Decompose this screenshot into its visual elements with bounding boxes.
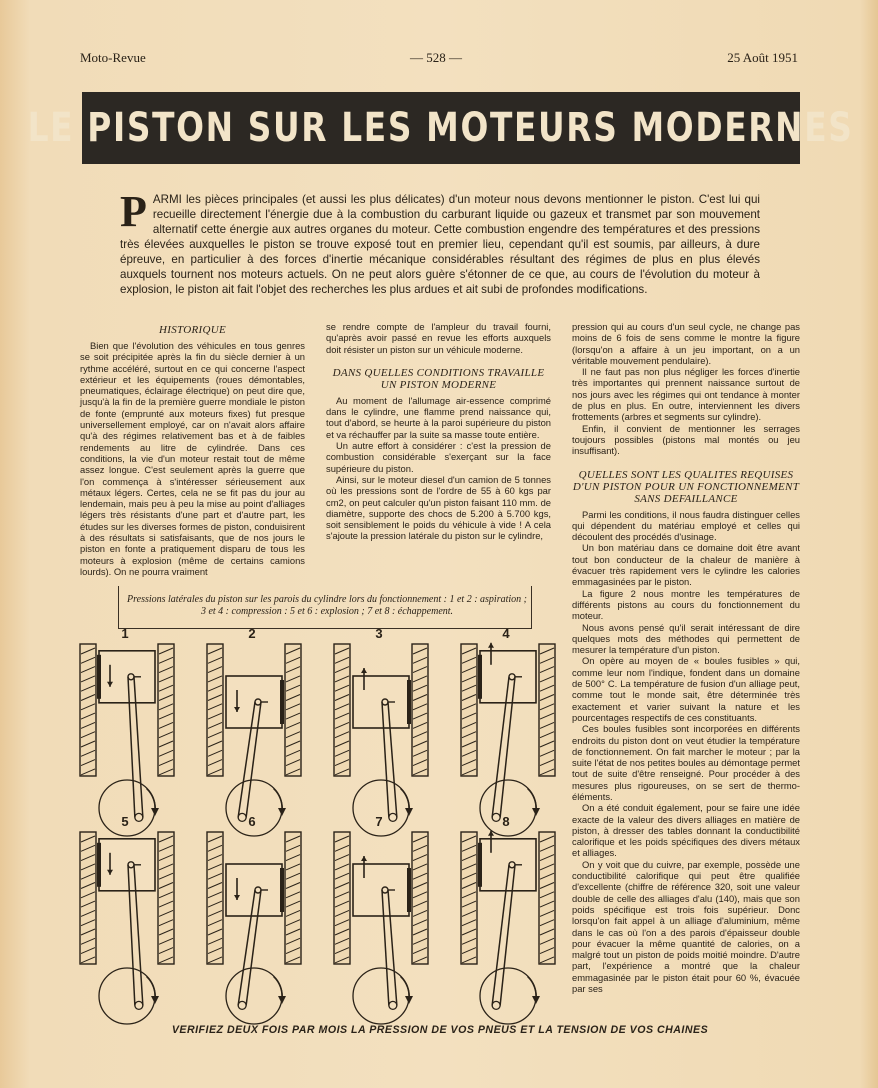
cylinder-number: 2 (248, 626, 256, 641)
paragraph: Un bon matériau dans ce domaine doit être avant tout bon conducteur de la chaleur de manière à évacuer très rapidement vers le cylindre les calories emmagasinées par le piston. (572, 542, 800, 588)
paragraph: Parmi les conditions, il nous faudra distinguer celles qui dépendent du matériau employé et celles qui découlent des procédés d'usinage. (572, 508, 800, 543)
cylinder-number: 7 (375, 814, 383, 829)
piston (226, 676, 282, 728)
crank-pin (492, 1001, 500, 1009)
pressure-contact (97, 655, 101, 699)
paragraph: Bien que l'évolution des véhicules en tous genres se soit précipitée après la fin du siècle dernier à un rythme accéléré, surtout en ce qui concerne l'aspect extérieur et les équipements (roues démontables, pneumatiques, éclairage électrique) on peut dire que, jusqu'à la fin de la première guerre mondiale le piston de fonte (emprunté aux moteurs fixes) fut presque universellement employé, car on n'avait alors affaire qu'à des régimes relativement bas et à de faibles rendements au litre de cylindrée. Dans ces conditions, la vie d'un moteur restait tout de même assez longue. C'est seulement après la guerre que l'on commença à s'intéresser sérieusement aux métaux légers. Certes, cela ne se fit pas du jour au lendemain, mais peu à peu la mise au point d'alliages légers très résistants d'une part et d'autre part, les études sur les diverses formes de piston, conduisirent à des résultats si satisfaisants, que de nos jours le piston en fonte a pratiquement disparu de tous les moteurs à explosion (même de certains camions lourds). On ne pourra vraiment (80, 340, 305, 577)
footer-slogan: VERIFIEZ DEUX FOIS PAR MOIS LA PRESSION DE VOS PNEUS ET LA TENSION DE VOS CHAINES (171, 1024, 709, 1036)
pressure-contact (280, 868, 284, 912)
issue-date: 25 Août 1951 (727, 50, 798, 65)
heading-historique: HISTORIQUE (159, 324, 226, 336)
piston (480, 651, 536, 703)
intro-paragraph (120, 187, 760, 297)
piston (353, 676, 409, 728)
page-number: — 528 — (410, 50, 462, 65)
paragraph: Enfin, il convient de mentionner les serrages toujours possibles (pistons mal montés ou jeu insuffisant). (572, 422, 800, 457)
cylinder-number: 1 (121, 626, 129, 641)
paragraph: se rendre compte de l'ampleur du travail fourni, qu'après avoir passé en revue les efforts auxquels doit résister un piston sur un véhicule moderne. (326, 321, 551, 355)
paragraph: pression qui au cours d'un seul cycle, ne change pas moins de 6 fois de sens comme le montre la figure (lorsqu'on a affaire à un jeu important, on a un véritable mouvement pendulaire). (572, 321, 800, 366)
paragraph: Un autre effort à considérer : c'est la pression de combustion considérable s'exerçant sur la face supérieure du piston. (326, 440, 551, 474)
intro-text: ARMI les pièces principales (et aussi les plus délicates) d'un moteur nous devons mentionner le piston. C'est lui qui recueille directement l'énergie due à la combustion du carburant liquide ou gazeux et transmet par son mouvement alternatif cette énergie aux autres organes du moteur. Cette combustion engendre des températures et des pressions très élevées auxquelles le piston se trouve exposé tout en premier lieu, cependant qu'il est soumis, par ailleurs, à dure épreuve, en particulier à des forces d'inertie mécanique considérables résultant des régimes de plus en plus élevés auxquels tournent nos moteurs actuels. On ne peut alors guère s'étonner de ce que, au cours de l'évolution du moteur à explosion, le piston ait fait l'objet des recherches les plus ardues et ait subi de profondes modifications. (120, 193, 760, 296)
rotation-arrowhead (532, 996, 540, 1004)
piston (99, 651, 155, 703)
paragraph: Ainsi, sur le moteur diesel d'un camion de 5 tonnes où les pressions sont de l'ordre de 55 à 60 kgs par cm2, on peut calculer qu'un piston faisant 110 mm. de diamètre, supporte des chocs de 5.200 à 5.700 kgs, soit sensiblement le poids du véhicule à vide ! A cela s'ajoute la pression latérale du piston sur le cylindre, (326, 473, 551, 542)
title-banner (28, 92, 854, 164)
rotation-arrowhead (405, 996, 413, 1004)
cylinder-number: 3 (375, 626, 383, 641)
rotation-arrowhead (278, 808, 286, 816)
piston (480, 839, 536, 891)
arrowhead (488, 643, 494, 648)
piston-diagram (78, 586, 562, 1026)
paragraph: Il ne faut pas non plus négliger les forces d'inertie très importantes qui prennent naissance surtout de nos jours avec les régimes qui ont tendance à monter de plus en plus. En outre, interviennent les divers frottements (arbres et segments sur cylindre). (572, 366, 800, 423)
column-3 (572, 321, 800, 994)
pressure-contact (280, 680, 284, 724)
cylinder-number: 8 (502, 814, 510, 829)
paragraph: On opère au moyen de « boules fusibles » qui, comme leur nom l'indique, fondent dans un domaine de 500° C. La température de fusion d'un alliage peut, comme tout le monde sait, être déterminée très exactement et varier suivant la nature et les pourcentages respectifs de ces constituants. (572, 655, 800, 723)
cylinder-number: 5 (121, 814, 129, 829)
crank-circle (480, 968, 536, 1024)
dropcap: P (120, 187, 147, 236)
rotation-arrowhead (278, 996, 286, 1004)
paragraph: On y voit que du cuivre, par exemple, possède une conductibilité calorifique qui peut être qualifiée d'excellente (chiffre de référence 320, soit une valeur double de celle des alliages d'alu (140), mais que son poids spécifique est trois fois supérieur. Donc lorsqu'on fait appel à un alliage d'aluminium, même dans le cas où l'on a des parois d'épaisseur double pour évacuer la même quantité de calories, on a malgré tout un piston de poids moitié moindre. D'autre part, l'expérience a montré que la chaleur emmagasinée par le piston était pour 60 %, évacuée par ses (572, 858, 800, 995)
magazine-name: Moto-Revue (80, 50, 146, 65)
pressure-contact (478, 655, 482, 699)
piston (353, 864, 409, 916)
figure-caption: Pressions latérales du piston sur les parois du cylindre lors du fonctionnement : 1 et 2 : aspiration ; 3 et 4 : compression : 5 et 6 : explosion ; 7 et 8 : échappement. (127, 594, 527, 617)
rotation-arrowhead (151, 808, 159, 816)
arrowhead (361, 856, 367, 861)
crank-pin (389, 813, 397, 821)
cylinder-number: 4 (502, 626, 510, 641)
paragraph: Nous avons pensé qu'il serait intéressant de dire quelques mots des méthodes qui permettent de mesurer la température d'un piston. (572, 621, 800, 656)
column-2 (326, 321, 551, 542)
pressure-contact (407, 868, 411, 912)
pressure-contact (478, 843, 482, 887)
paragraph: La figure 2 nous montre les températures de différents pistons au cours du fonctionnement du moteur. (572, 587, 800, 622)
paragraph: Ces boules fusibles sont incorporées en différents endroits du piston dont on veut étudier la température de fonctionnement. On fait marcher le moteur ; par la suite l'état de nos petites boules au démontage permet tout de suite d'être renseigné. Pour procéder à des mesures plus rigoureuses, on se sert de thermo-éléments. (572, 723, 800, 802)
rotation-arrowhead (532, 808, 540, 816)
paragraph: Au moment de l'allumage air-essence comprimé dans le cylindre, une flamme prend naissance qui, tout d'abord, se heurte à la paroi supérieure du piston et va réchauffer par la suite sa masse toute entière. (326, 394, 551, 440)
piston (99, 839, 155, 891)
crank-pin (238, 1001, 246, 1009)
piston (226, 864, 282, 916)
column-1 (80, 321, 305, 577)
rotation-arrowhead (151, 996, 159, 1004)
piston-figure (78, 586, 562, 1026)
heading-conditions: DANS QUELLES CONDITIONS TRAVAILLE UN PISTON MODERNE (332, 366, 545, 391)
crank-pin (389, 1001, 397, 1009)
paragraph: On a été conduit également, pour se faire une idée exacte de la valeur des divers alliages en matière de piston, à dresser des tables donnant la conductibilité calorifique et les poids spécifiques des divers métaux et alliages. (572, 802, 800, 859)
pressure-contact (407, 680, 411, 724)
rotation-arrowhead (405, 808, 413, 816)
pressure-contact (97, 843, 101, 887)
article-title: LE PISTON SUR LES MOTEURS MODERNES (28, 105, 854, 151)
cylinder-number: 6 (248, 814, 256, 829)
crank-pin (238, 813, 246, 821)
crank-pin (135, 1001, 143, 1009)
heading-qualites: QUELLES SONT LES QUALITES REQUISES D'UN PISTON POUR UN FONCTIONNEMENT SANS DEFAILLANCE (572, 468, 800, 505)
arrowhead (361, 668, 367, 673)
crank-pin (135, 813, 143, 821)
crank-pin (492, 813, 500, 821)
